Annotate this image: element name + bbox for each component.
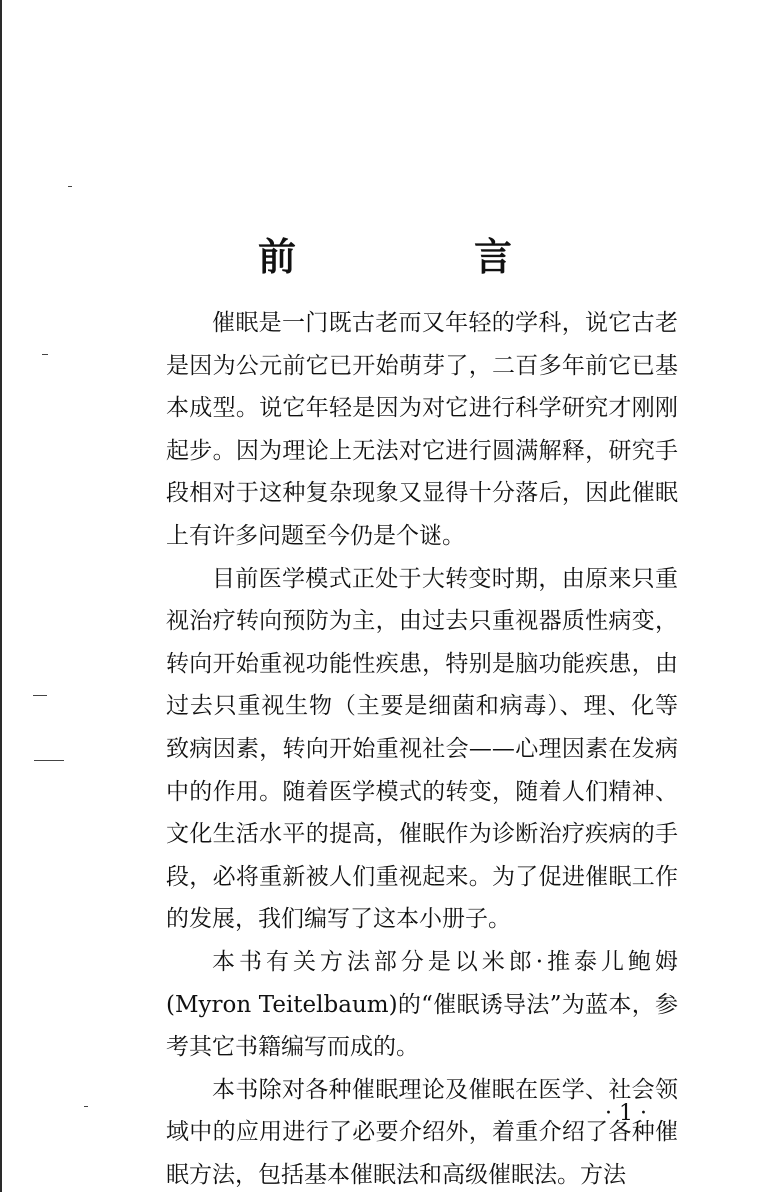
page-left-edge xyxy=(0,0,2,1192)
scan-mark xyxy=(33,695,47,696)
body-text xyxy=(166,302,678,1196)
scan-mark xyxy=(42,354,48,355)
page-title: 前 言 xyxy=(257,234,582,279)
paragraph: 目前医学模式正处于大转变时期，由原来只重视治疗转向预防为主，由过去只重视器质性病变，转向开始重视功能性疾患，特别是脑功能疾患，由过去只重视生物（主要是细菌和病毒）、理、化等致病因素，转向开始重视社会——心理因素在发病中的作用。随着医学模式的转变，随着人们精神、文化生活水平的提高，催眠作为诊断治疗疾病的手段，必将重新被人们重视起来。为了促进催眠工作的发展，我们编写了这本小册子。 xyxy=(166,565,678,933)
paragraph: 本书有关方法部分是以米郎·推泰儿鲍姆(Myron Teitelbaum)的“催眠诱导法”为蓝本，参考其它书籍编写而成的。 xyxy=(166,948,678,1061)
scan-mark xyxy=(84,1106,88,1107)
page-number: · 1 · xyxy=(605,1101,647,1126)
paragraph: 本书除对各种催眠理论及催眠在医学、社会领域中的应用进行了必要介绍外，着重介绍了各种催眠方法，包括基本催眠法和高级催眠法。方法 xyxy=(166,1076,678,1188)
scan-mark xyxy=(68,186,72,187)
paragraph: 催眠是一门既古老而又年轻的学科，说它古老是因为公元前它已开始萌芽了，二百多年前它已基本成型。说它年轻是因为对它进行科学研究才刚刚起步。因为理论上无法对它进行圆满解释，研究手段相对于这种复杂现象又显得十分落后，因此催眠上有许多问题至今仍是个谜。 xyxy=(166,310,678,549)
scan-mark xyxy=(34,760,64,761)
